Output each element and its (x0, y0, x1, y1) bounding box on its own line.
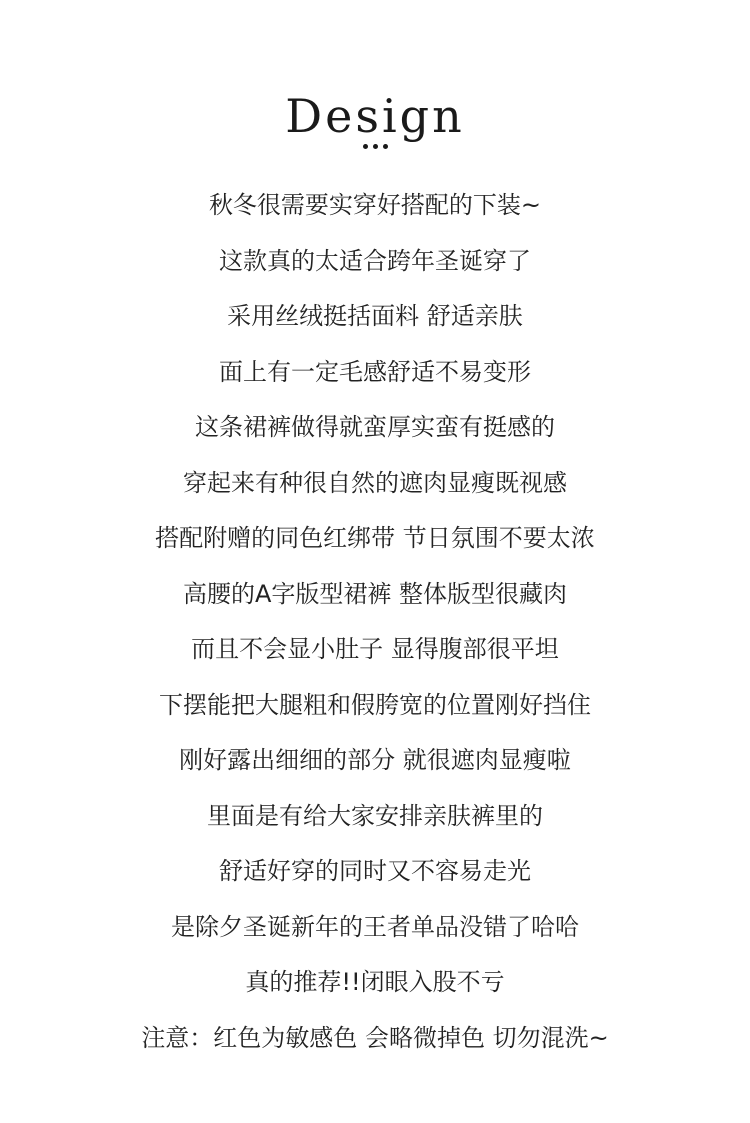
description-line: 下摆能把大腿粗和假胯宽的位置刚好挡住 (159, 690, 591, 719)
divider-dot (363, 144, 368, 149)
description-lines (0, 185, 750, 1073)
description-line: 搭配附赠的同色红绑带 节日氛围不要太浓 (155, 524, 595, 552)
ellipsis-divider (0, 144, 750, 149)
description-line: 采用丝绒挺括面料 舒适亲肤 (227, 302, 523, 330)
description-line: 里面是有给大家安排亲肤裤里的 (207, 801, 543, 830)
description-line: 高腰的A字版型裙裤 整体版型很藏肉 (182, 579, 568, 608)
description-line: 舒适好穿的同时又不容易走光 (219, 857, 531, 885)
description-line: 这款真的太适合跨年圣诞穿了 (219, 246, 531, 275)
description-line: 是除夕圣诞新年的王者单品没错了哈哈 (171, 912, 579, 941)
description-line: 面上有一定毛感舒适不易变形 (219, 357, 531, 386)
section-title: Design (285, 88, 465, 143)
divider-dot (383, 144, 388, 149)
description-line: 刚好露出细细的部分 就很遮肉显瘦啦 (179, 746, 571, 774)
description-line: 秋冬很需要实穿好搭配的下装~ (208, 191, 542, 219)
care-note: 注意：红色为敏感色 会略微掉色 切勿混洗~ (141, 1023, 609, 1052)
description-line: 真的推荐!!闭眼入股不亏 (245, 968, 505, 996)
description-line: 穿起来有种很自然的遮肉显瘦既视感 (183, 468, 567, 497)
description-line: 这条裙裤做得就蛮厚实蛮有挺感的 (195, 413, 555, 441)
description-line: 而且不会显小肚子 显得腹部很平坦 (191, 635, 559, 663)
divider-dot (373, 144, 378, 149)
